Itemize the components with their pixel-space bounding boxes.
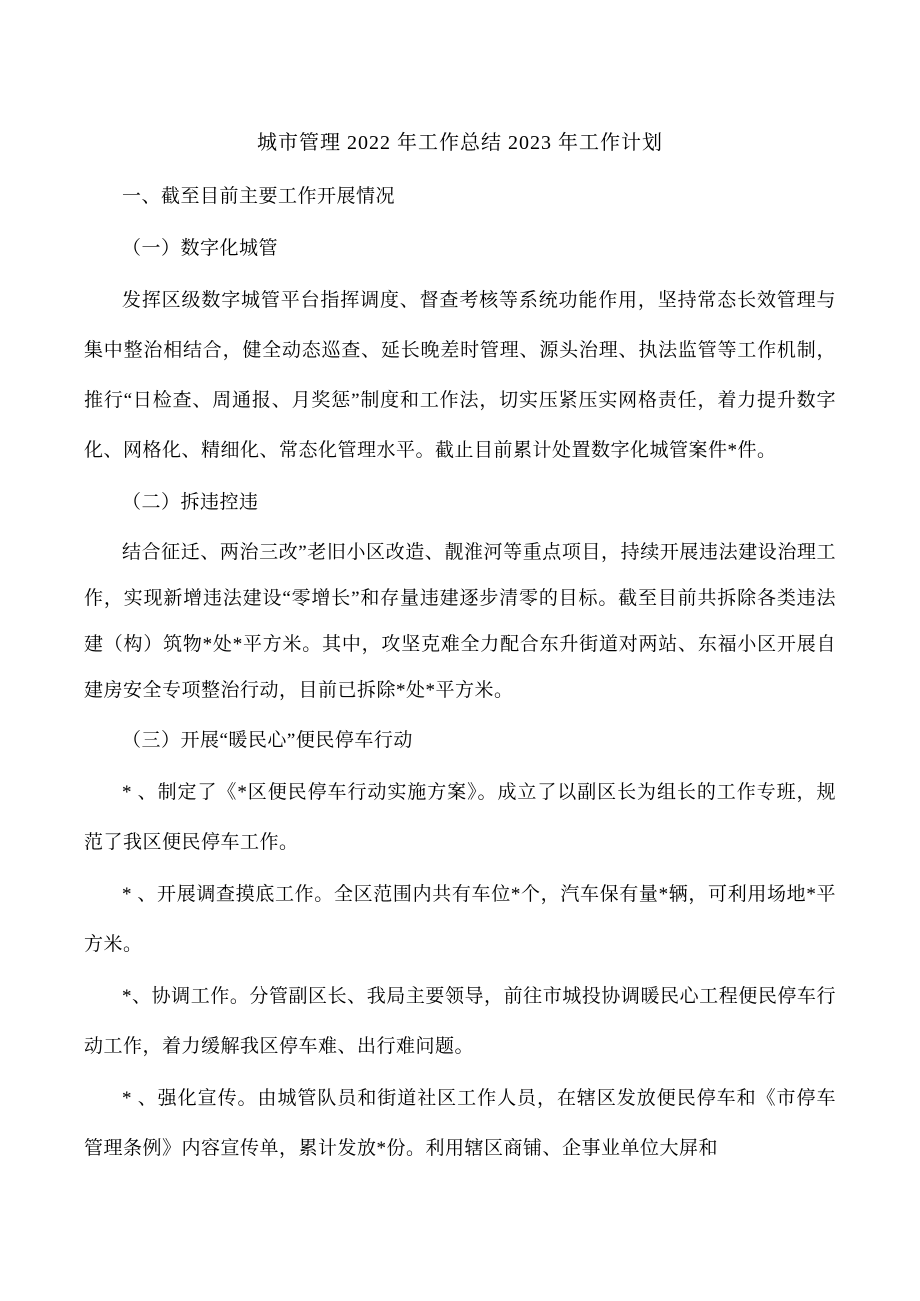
heading-section-1: 一、截至目前主要工作开展情况 [122, 186, 396, 207]
heading-subsection-1-3: （三）开展“暖民心”便民停车行动 [122, 730, 413, 751]
heading-subsection-1-2: （二）拆违控违 [122, 492, 259, 513]
paragraph-parking-publicity: * 、强化宣传。由城管队员和街道社区工作人员，在辖区发放便民停车和《市停车管理条例》内容宣传单，累计发放*份。利用辖区商铺、企事业单位大屏和 [84, 1088, 836, 1159]
paragraph-demolition-control: 结合征迁、两治三改”老旧小区改造、靓淮河等重点项目，持续开展违法建设治理工作，实现新增违法建设“零增长”和存量违建逐步清零的目标。截至目前共拆除各类违法建（构）筑物*处*平方米。其中，攻坚克难全力配合东升街道对两站、东福小区开展自建房安全专项整治行动，目前已拆除*处*平方米。 [84, 542, 836, 701]
paragraph-digital-city-management: 发挥区级数字城管平台指挥调度、督查考核等系统功能作用，坚持常态长效管理与集中整治相结合，健全动态巡查、延长晚差时管理、源头治理、执法监管等工作机制，推行“日检查、周通报、月奖惩”制度和工作法，切实压紧压实网格责任，着力提升数字化、网格化、精细化、常态化管理水平。截止目前累计处置数字化城管案件*件。 [84, 290, 836, 461]
paragraph-parking-coordination: *、协调工作。分管副区长、我局主要领导，前往市城投协调暖民心工程便民停车行动工作，着力缓解我区停车难、出行难问题。 [84, 986, 836, 1057]
heading-subsection-1-1: （一）数字化城管 [122, 238, 279, 259]
document-title: 城市管理 2022 年工作总结 2023 年工作计划 [257, 132, 663, 154]
paragraph-parking-plan: * 、制定了《*区便民停车行动实施方案》。成立了以副区长为组长的工作专班，规范了我区便民停车工作。 [84, 782, 836, 853]
paragraph-parking-survey: * 、开展调查摸底工作。全区范围内共有车位*个，汽车保有量*辆，可利用场地*平方米。 [84, 884, 836, 955]
